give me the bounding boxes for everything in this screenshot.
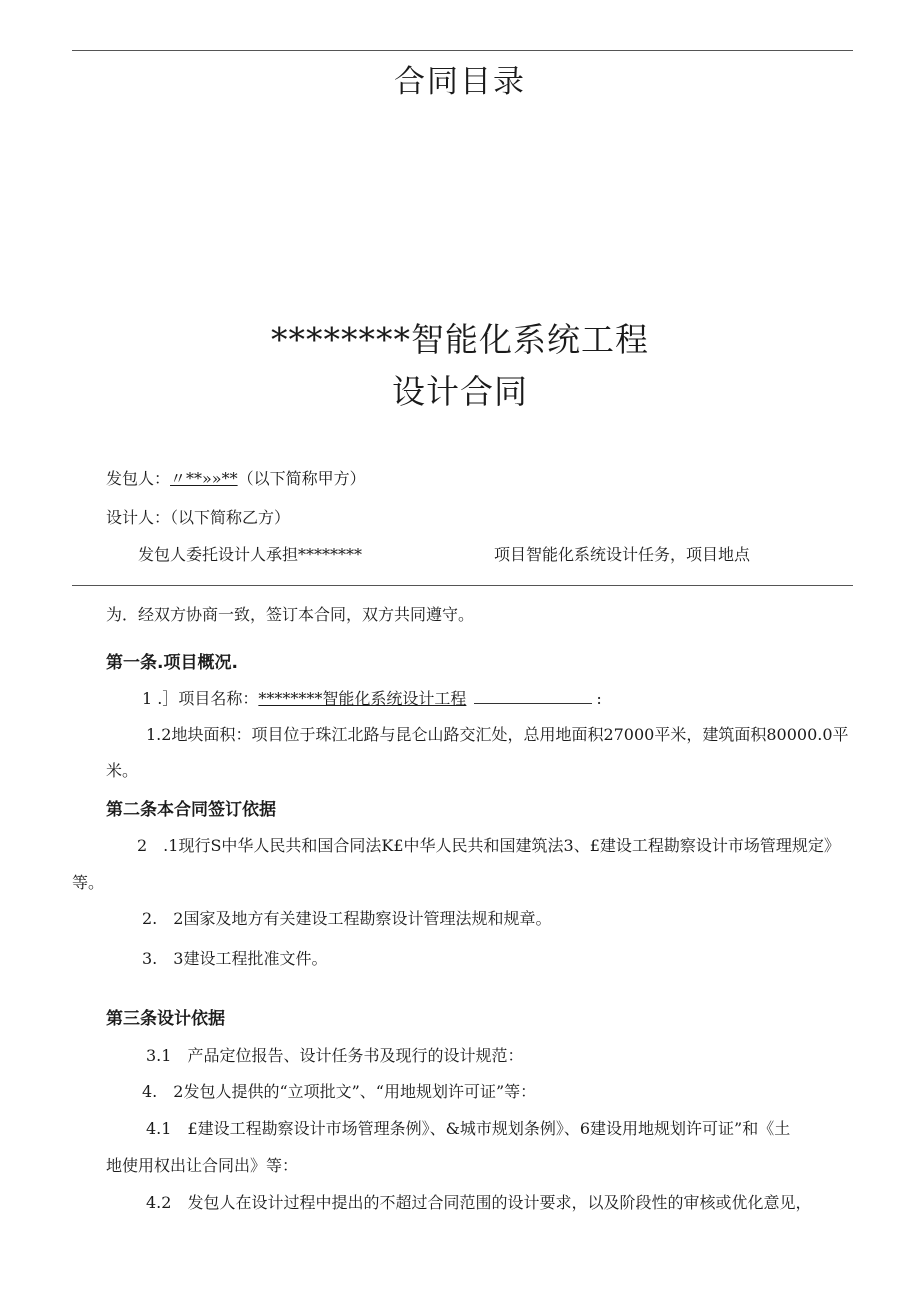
article1-heading: 第一条.项目概况. bbox=[106, 653, 238, 673]
article3-item3-line1: 4.1 £建设工程勘察设计市场管理条例》、&城市规划条例》、6建设用地规划许可证”和《土 bbox=[146, 1119, 791, 1138]
article1-item1 bbox=[142, 686, 602, 709]
designer-suffix: （以下简称乙方） bbox=[170, 508, 291, 527]
employer-line bbox=[106, 466, 366, 489]
contract-title-line1: ********智能化系统工程 bbox=[271, 320, 649, 359]
article3-item1: 3.1 产品定位报告、设计任务书及现行的设计规范： bbox=[146, 1046, 524, 1065]
article1-item2-line1: 1.2地块面积：项目位于珠江北路与昆仑山路交汇处，总用地面积27000平米，建筑面积80000.0平 bbox=[146, 725, 849, 744]
article3-item3-line2: 地使用权出让合同出》等： bbox=[106, 1156, 299, 1175]
intro-paragraph: 为．经双方协商一致，签订本合同，双方共同遵守。 bbox=[106, 605, 475, 624]
employer-suffix: （以下简称甲方） bbox=[237, 469, 366, 488]
middle-rule bbox=[72, 585, 853, 586]
contract-title-line2: 设计合同 bbox=[392, 372, 528, 411]
article2-item1-line2: 等。 bbox=[72, 873, 105, 892]
commission-left: 发包人委托设计人承担******** bbox=[138, 545, 363, 564]
designer-label: 设计人： bbox=[106, 508, 171, 527]
article2-heading: 第二条本合同签订依据 bbox=[106, 800, 276, 820]
article1-item1-prefix: 1 .］项目名称： bbox=[142, 689, 259, 708]
employer-label: 发包人： bbox=[106, 469, 171, 488]
article2-item1-line1: 2 .1现行S中华人民共和国合同法K£中华人民共和国建筑法3、£建设工程勘察设计市场管理规定》 bbox=[137, 836, 840, 855]
toc-title: 合同目录 bbox=[394, 64, 526, 100]
top-rule bbox=[72, 50, 853, 51]
article1-item1-end: : bbox=[596, 689, 602, 708]
blank-line bbox=[474, 689, 592, 704]
article3-item2: 4. 2发包人提供的“立项批文”、“用地规划许可证”等： bbox=[142, 1082, 537, 1101]
commission-right: 项目智能化系统设计任务，项目地点 bbox=[494, 545, 751, 564]
article2-item3: 3. 3建设工程批准文件。 bbox=[142, 949, 328, 968]
article3-heading: 第三条设计依据 bbox=[106, 1009, 225, 1029]
employer-value: 〃**»»** bbox=[170, 469, 238, 488]
designer-line bbox=[106, 505, 290, 528]
article3-item4: 4.2 发包人在设计过程中提出的不超过合同范围的设计要求，以及阶段性的审核或优化意见， bbox=[146, 1193, 812, 1212]
article2-item2: 2. 2国家及地方有关建设工程勘察设计管理法规和规章。 bbox=[142, 909, 552, 928]
article1-item2-line2: 米。 bbox=[106, 761, 139, 780]
project-name: ********智能化系统设计工程 bbox=[258, 689, 467, 708]
